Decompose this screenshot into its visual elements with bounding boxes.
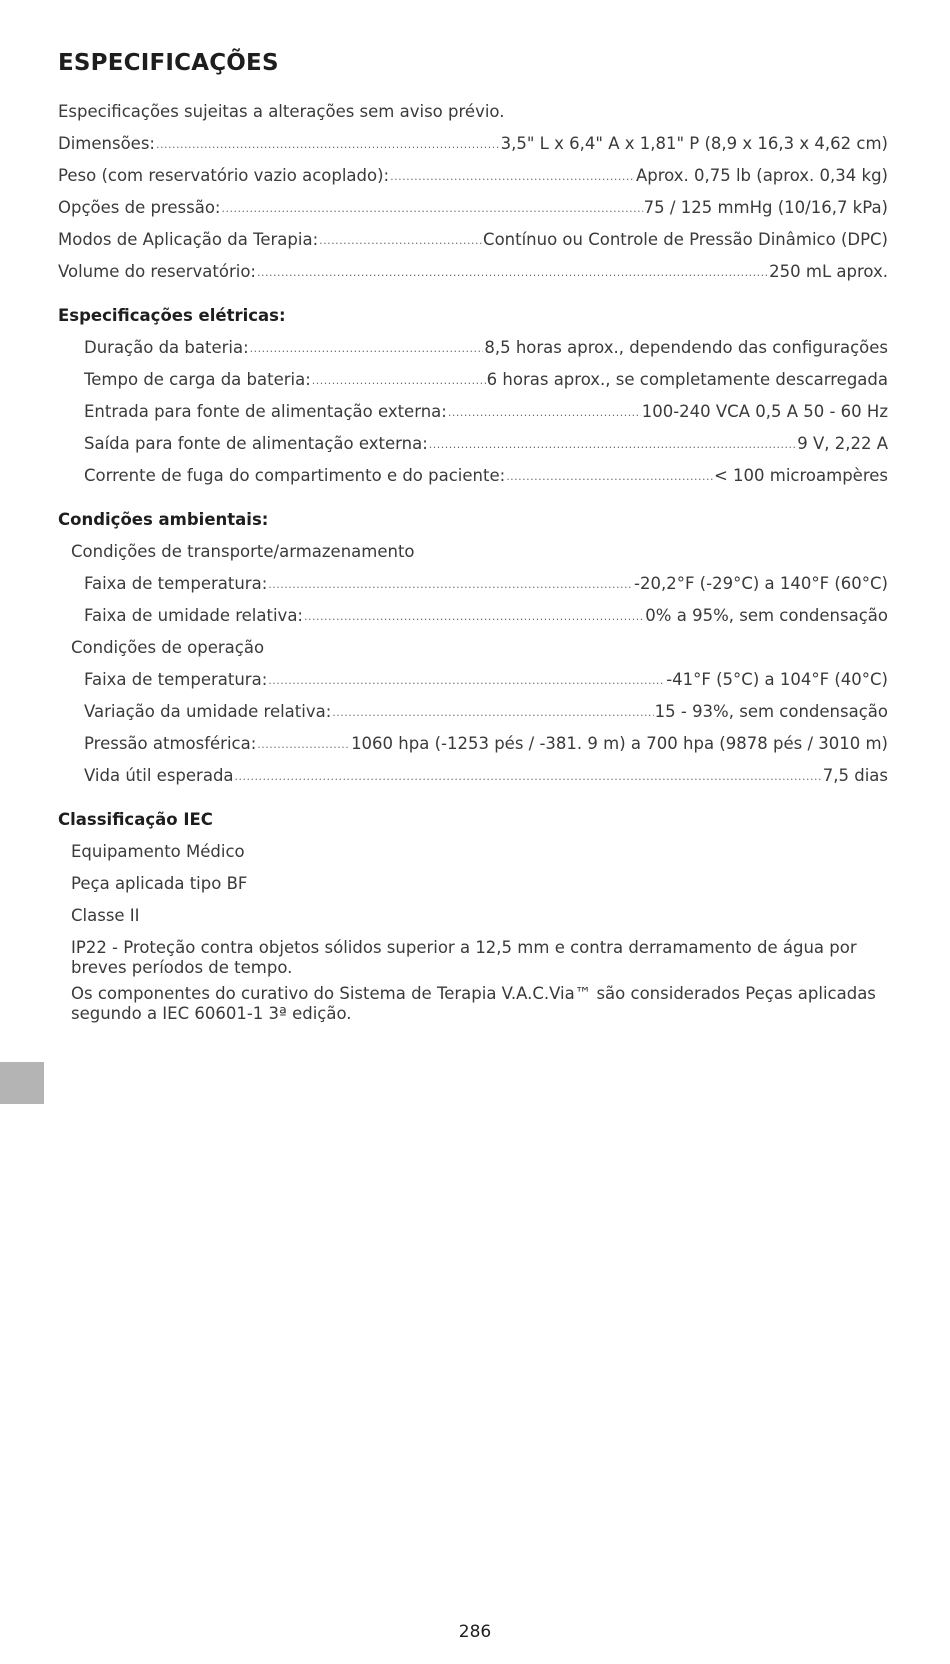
- spec-value: 15 - 93%, sem condensação: [654, 702, 888, 721]
- spec-value: 7,5 dias: [822, 766, 888, 785]
- operation-subheading: Condições de operação: [71, 638, 265, 657]
- spec-label: Opções de pressão:: [58, 198, 221, 217]
- dot-leader: [257, 729, 350, 761]
- spec-row-atmospheric-pressure: [58, 728, 888, 760]
- spec-label: Faixa de umidade relativa:: [84, 606, 303, 625]
- spec-label: Volume do reservatório:: [58, 262, 256, 281]
- spec-value: 3,5" L x 6,4" A x 1,81" P (8,9 x 16,3 x 4,62 cm): [500, 134, 888, 153]
- spec-label: Tempo de carga da bateria:: [84, 370, 311, 389]
- dot-leader: [304, 601, 644, 633]
- dot-leader: [222, 193, 643, 225]
- spec-value: < 100 microampères: [713, 466, 888, 485]
- spec-row-leakage-current: [58, 460, 888, 492]
- spec-row-weight: [58, 160, 888, 192]
- section-tab-marker: [0, 1062, 44, 1104]
- spec-value: 100-240 VCA 0,5 A 50 - 60 Hz: [641, 402, 888, 421]
- spec-row-transport-temperature: [58, 568, 888, 600]
- spec-label: Faixa de temperatura:: [84, 670, 268, 689]
- spec-label: Peso (com reservatório vazio acoplado):: [58, 166, 390, 185]
- spec-row-battery-duration: [58, 332, 888, 364]
- iec-item: Classe II: [71, 906, 140, 925]
- dot-leader: [448, 397, 641, 429]
- spec-label: Corrente de fuga do compartimento e do paciente:: [84, 466, 506, 485]
- electrical-specs: [58, 332, 888, 492]
- spec-row-operation-humidity: [58, 696, 888, 728]
- spec-label: Pressão atmosférica:: [84, 734, 257, 753]
- dot-leader: [319, 225, 482, 257]
- spec-value: -20,2°F (-29°C) a 140°F (60°C): [634, 574, 888, 593]
- spec-label: Modos de Aplicação da Terapia:: [58, 230, 319, 249]
- spec-label: Dimensões:: [58, 134, 155, 153]
- spec-label: Saída para fonte de alimentação externa:: [84, 434, 428, 453]
- spec-value: -41°F (5°C) a 104°F (40°C): [666, 670, 888, 689]
- spec-value: Contínuo ou Controle de Pressão Dinâmico (DPC): [483, 230, 888, 249]
- spec-row-canister-volume: [58, 256, 888, 288]
- spec-row-transport-humidity: [58, 600, 888, 632]
- spec-label: Entrada para fonte de alimentação externa:: [84, 402, 447, 421]
- dot-leader: [268, 569, 633, 601]
- spec-value: 1060 hpa (-1253 pés / -381. 9 m) a 700 hpa (9878 pés / 3010 m): [351, 734, 888, 753]
- iec-item: Equipamento Médico: [71, 842, 245, 861]
- dot-leader: [268, 665, 665, 697]
- spec-value: 75 / 125 mmHg (10/16,7 kPa): [643, 198, 888, 217]
- spec-value: 250 mL aprox.: [769, 262, 888, 281]
- spec-value: 8,5 horas aprox., dependendo das configurações: [484, 338, 888, 357]
- spec-label: Variação da umidade relativa:: [84, 702, 332, 721]
- electrical-heading: Especificações elétricas:: [58, 306, 286, 325]
- dot-leader: [156, 129, 500, 161]
- spec-row-power-output: [58, 428, 888, 460]
- spec-row-power-input: [58, 396, 888, 428]
- dot-leader: [235, 761, 822, 793]
- spec-label: Duração da bateria:: [84, 338, 249, 357]
- spec-row-therapy-modes: [58, 224, 888, 256]
- spec-value: 6 horas aprox., se completamente descarregada: [486, 370, 888, 389]
- iec-components-paragraph: Os componentes do curativo do Sistema de Terapia V.A.C.Via™ são considerados Peças aplicadas segundo a IEC 60601-1 3ª edição.: [71, 984, 876, 1023]
- spec-row-expected-life: [58, 760, 888, 792]
- spec-page: [58, 48, 888, 1030]
- general-specs: [58, 128, 888, 288]
- dot-leader: [312, 365, 486, 397]
- spec-row-dimensions: [58, 128, 888, 160]
- dot-leader: [250, 333, 484, 365]
- iec-item: Peça aplicada tipo BF: [71, 874, 248, 893]
- dot-leader: [429, 429, 796, 461]
- spec-value: 9 V, 2,22 A: [797, 434, 888, 453]
- dot-leader: [332, 697, 653, 729]
- page-number: 286: [458, 1622, 492, 1642]
- spec-label: Faixa de temperatura:: [84, 574, 268, 593]
- dot-leader: [390, 161, 635, 193]
- iec-ip22-paragraph: IP22 - Proteção contra objetos sólidos superior a 12,5 mm e contra derramamento de água por breves períodos de tempo.: [71, 938, 857, 977]
- iec-heading: Classificação IEC: [58, 810, 213, 829]
- environmental-heading: Condições ambientais:: [58, 510, 269, 529]
- spec-value: 0% a 95%, sem condensação: [645, 606, 888, 625]
- transport-subheading: Condições de transporte/armazenamento: [71, 542, 415, 561]
- spec-label: Vida útil esperada: [84, 766, 234, 785]
- spec-note: Especificações sujeitas a alterações sem aviso prévio.: [58, 102, 505, 121]
- spec-row-pressure-options: [58, 192, 888, 224]
- spec-value: Aprox. 0,75 lb (aprox. 0,34 kg): [635, 166, 888, 185]
- dot-leader: [257, 257, 768, 289]
- spec-row-charge-time: [58, 364, 888, 396]
- spec-row-operation-temperature: [58, 664, 888, 696]
- dot-leader: [506, 461, 713, 493]
- page-title: ESPECIFICAÇÕES: [58, 50, 279, 76]
